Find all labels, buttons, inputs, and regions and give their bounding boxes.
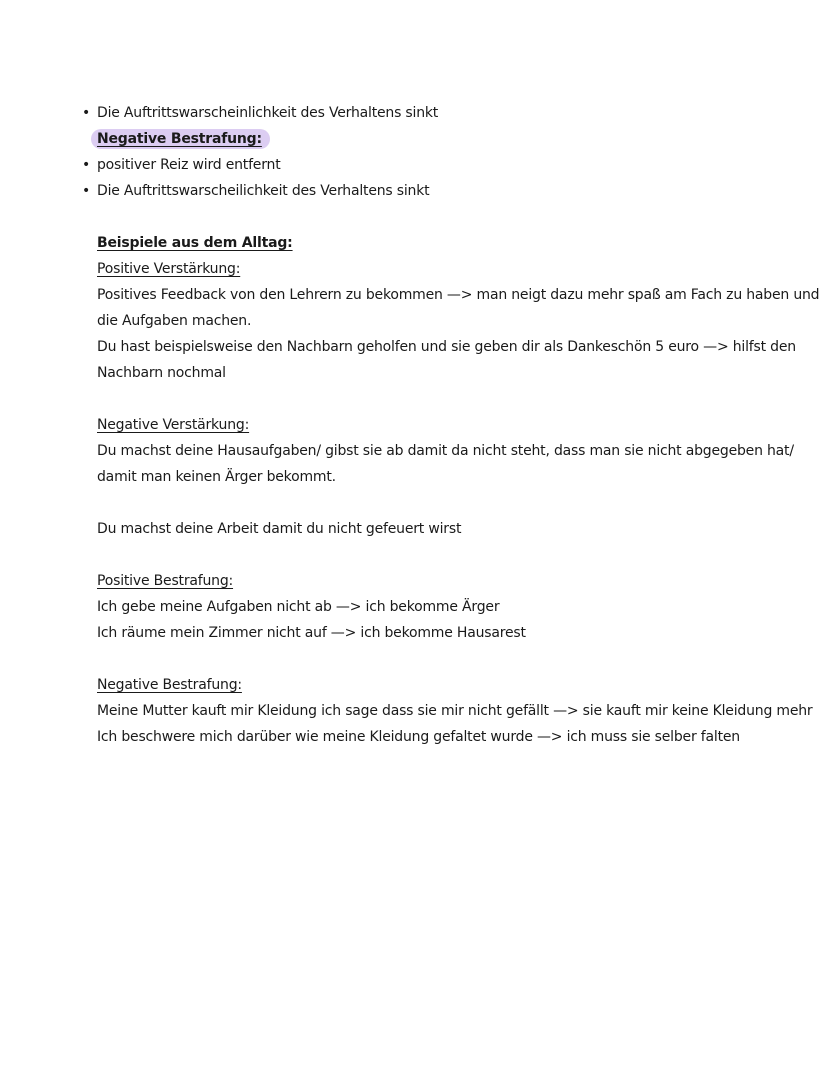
section-heading-negative-bestrafung <box>97 126 737 152</box>
paragraph-line: die Aufgaben machen. <box>97 313 252 329</box>
subheading-negative-verstaerkung <box>97 412 737 438</box>
bullet-text: Die Auftrittswarscheinlichkeit des Verhaltens sinkt <box>97 105 439 121</box>
subheading-text: Positive Bestrafung: <box>97 573 234 589</box>
subheading-positive-verstaerkung <box>97 256 737 282</box>
paragraph-line: damit man keinen Ärger bekommt. <box>97 469 336 485</box>
bullet-dot: • <box>81 157 91 173</box>
spacer <box>97 542 737 568</box>
spacer <box>97 386 737 412</box>
beispiele-heading: Beispiele aus dem Alltag: <box>97 235 293 251</box>
paragraph-line: Meine Mutter kauft mir Kleidung ich sage dass sie mir nicht gefällt —> sie kauft mir keine Kleidung mehr <box>97 703 813 719</box>
bullet-dot: • <box>81 105 91 121</box>
subheading-text: Positive Verstärkung: <box>97 261 241 277</box>
spacer <box>97 204 737 230</box>
section-heading-beispiele <box>97 230 737 256</box>
bullet-dot: • <box>81 183 91 199</box>
subheading-positive-bestrafung <box>97 568 737 594</box>
paragraph-line: Nachbarn nochmal <box>97 365 226 381</box>
spacer <box>97 646 737 672</box>
paragraph-line: Du hast beispielsweise den Nachbarn geholfen und sie geben dir als Dankeschön 5 euro —> hilfst den <box>97 339 796 355</box>
paragraph-line: Ich gebe meine Aufgaben nicht ab —> ich bekomme Ärger <box>97 599 500 615</box>
paragraph-line: Du machst deine Hausaufgaben/ gibst sie ab damit da nicht steht, dass man sie nicht abgegeben hat/ <box>97 443 794 459</box>
spacer <box>97 490 737 516</box>
document-page <box>81 100 820 750</box>
bullet-item <box>81 100 737 126</box>
subheading-negative-bestrafung <box>97 672 737 698</box>
paragraph-line: Ich beschwere mich darüber wie meine Kleidung gefaltet wurde —> ich muss sie selber falten <box>97 729 740 745</box>
bullet-item <box>81 152 737 178</box>
bullet-text: Die Auftrittswarscheilichkeit des Verhaltens sinkt <box>97 183 430 199</box>
paragraph-line: Positives Feedback von den Lehrern zu bekommen —> man neigt dazu mehr spaß am Fach zu haben und <box>97 287 820 303</box>
paragraph-line: Du machst deine Arbeit damit du nicht gefeuert wirst <box>97 521 462 537</box>
bullet-text: positiver Reiz wird entfernt <box>97 157 281 173</box>
subheading-text: Negative Verstärkung: <box>97 417 250 433</box>
paragraph-line: Ich räume mein Zimmer nicht auf —> ich bekomme Hausarest <box>97 625 526 641</box>
highlighted-heading: Negative Bestrafung: <box>91 129 270 149</box>
subheading-text: Negative Bestrafung: <box>97 677 242 693</box>
bullet-item <box>81 178 737 204</box>
